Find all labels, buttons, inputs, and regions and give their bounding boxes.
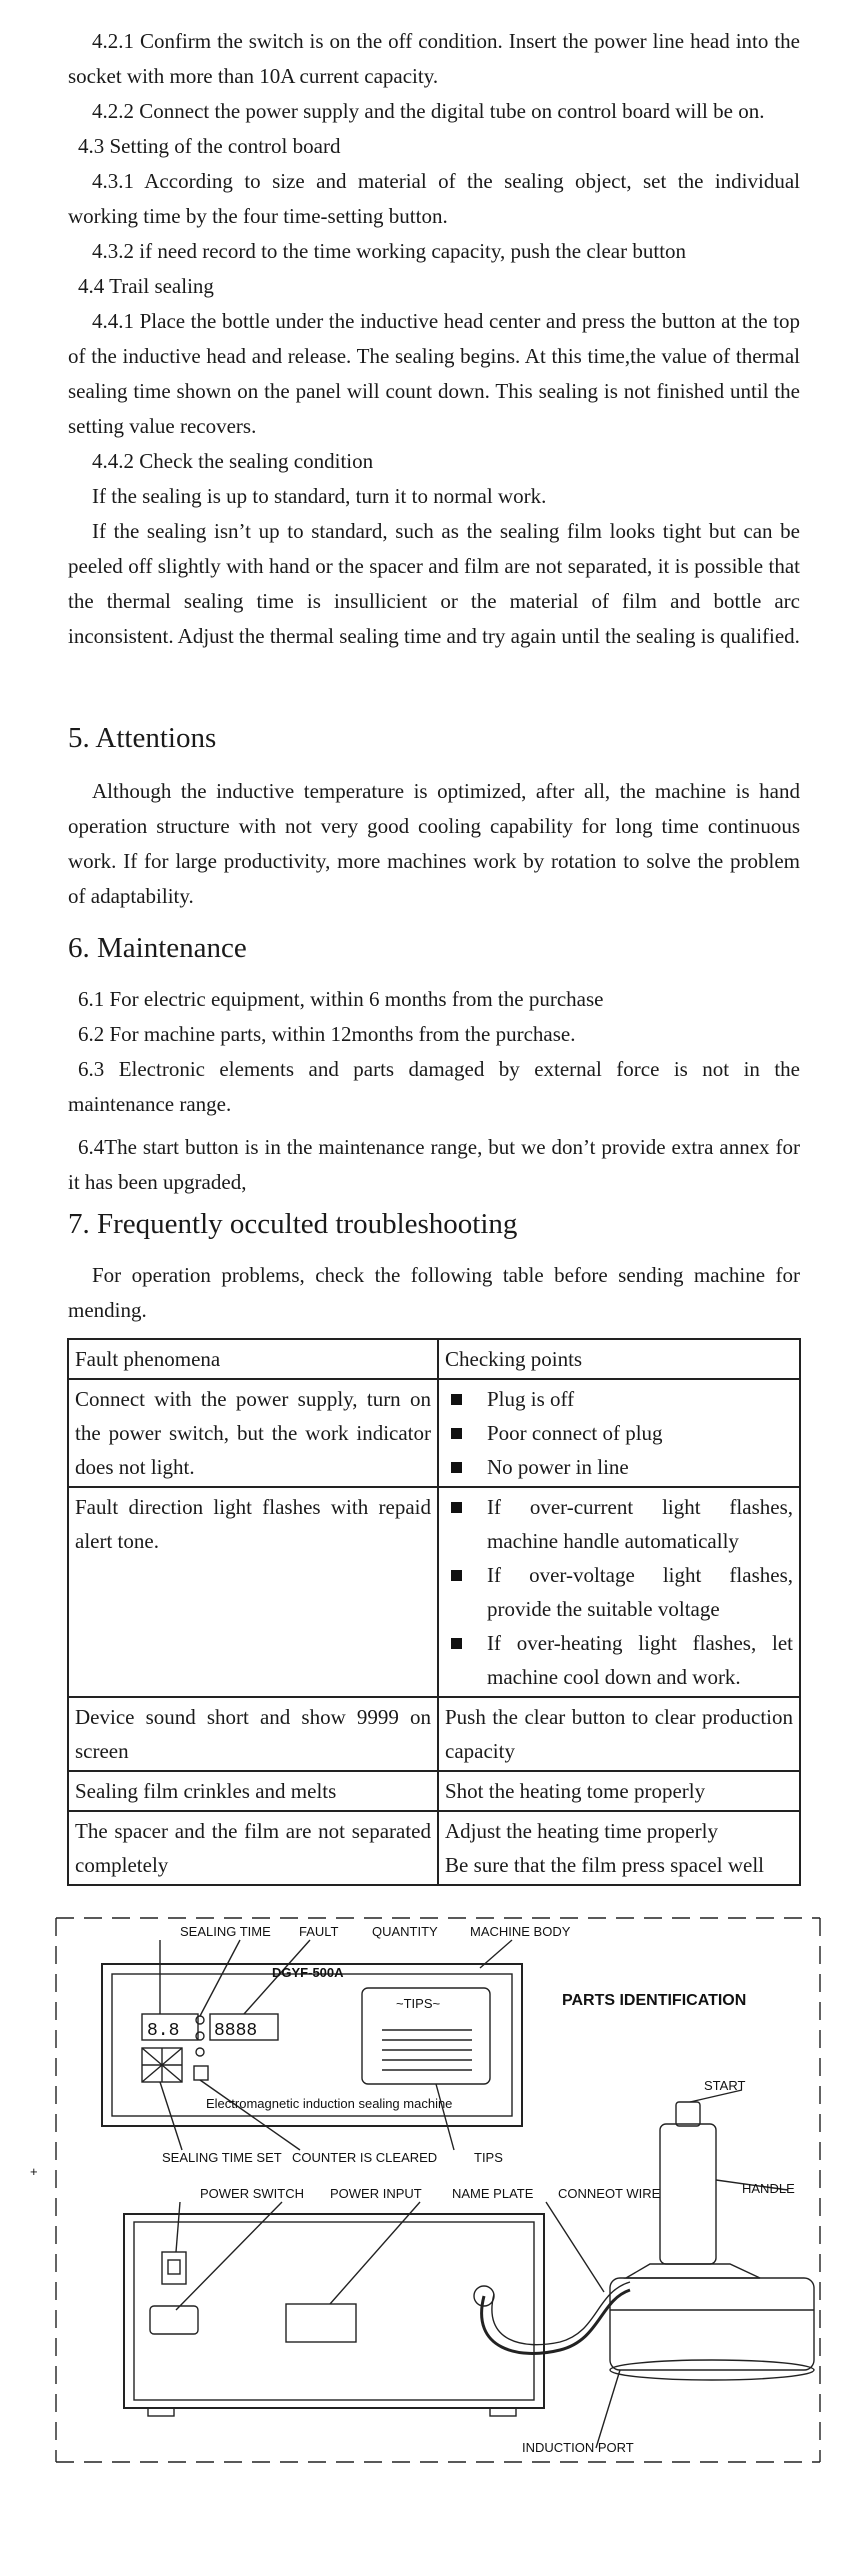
paragraph-attentions: Although the inductive temperature is optimized, after all, the machine is hand operation structure with not very good cooling capability for long time continuous work. If for large productivity, more machines work by rotation to solve the problem of adaptability. <box>68 779 800 908</box>
label-connect-wire: CONNEOT WIRE <box>558 2186 661 2201</box>
checking-point: If over-voltage light flashes, provide the suitable voltage <box>445 1558 793 1626</box>
header-checking-points: Checking points <box>438 1339 800 1379</box>
parts-identification-diagram <box>0 1880 850 2500</box>
troubleshooting-table <box>67 1338 801 1886</box>
maintenance-item-6-1: 6.1 For electric equipment, within 6 months from the purchase <box>78 987 604 1011</box>
time-display: 8.8 <box>147 2021 180 2041</box>
heading-4-3: 4.3 Setting of the control board <box>78 134 341 158</box>
checking-point: If over-heating light flashes, let machine cool down and work. <box>445 1626 793 1694</box>
section-7-intro <box>68 1258 800 1328</box>
checking-point: Plug is off <box>445 1382 793 1416</box>
label-quantity: QUANTITY <box>372 1924 438 1939</box>
table-row <box>68 1771 800 1811</box>
name-plate <box>286 2304 356 2342</box>
maintenance-item-6-3: 6.3 Electronic elements and parts damaged by external force is not in the maintenance range. <box>68 1057 800 1116</box>
section-5-text <box>68 774 800 914</box>
label-induction-port: INDUCTION PORT <box>522 2440 634 2455</box>
fault-cell: Fault direction light flashes with repaid alert tone. <box>68 1487 438 1697</box>
section-5-heading: 5. Attentions <box>68 722 217 754</box>
clear-button <box>194 2066 208 2080</box>
label-machine-body: MACHINE BODY <box>470 1924 571 1939</box>
table-row <box>68 1697 800 1771</box>
section-4-text <box>68 24 800 654</box>
label-sealing-time: SEALING TIME <box>180 1924 271 1939</box>
label-power-switch: POWER SWITCH <box>200 2186 304 2201</box>
start-button <box>676 2102 700 2126</box>
maintenance-item-6-2: 6.2 For machine parts, within 12months from the purchase. <box>78 1022 576 1046</box>
maintenance-item-6-4: 6.4The start button is in the maintenance range, but we don’t provide extra annex for it has been upgraded, <box>68 1135 800 1194</box>
checking-cell <box>438 1811 800 1885</box>
label-tips: TIPS <box>474 2150 503 2165</box>
page-margin-mark: + <box>30 2164 38 2179</box>
label-power-input: POWER INPUT <box>330 2186 422 2201</box>
front-panel-border <box>112 1974 512 2116</box>
table-row <box>68 1487 800 1697</box>
fault-cell: Sealing film crinkles and melts <box>68 1771 438 1811</box>
section-6-text <box>68 982 800 1200</box>
checking-point: Poor connect of plug <box>445 1416 793 1450</box>
paragraph-4-4-1: 4.4.1 Place the bottle under the inductive head center and press the button at the top of the inductive head and release. The sealing begins. At this time,the value of thermal sealing time shown on the panel will count down. This sealing is not finished until the setting value recovers. <box>68 309 800 438</box>
fault-cell: Connect with the power supply, turn on the power switch, but the work indicator does not light. <box>68 1379 438 1487</box>
counter-display: 8888 <box>214 2021 258 2041</box>
model-name: DGYF-500A <box>272 1965 344 1980</box>
label-name-plate: NAME PLATE <box>452 2186 534 2201</box>
header-fault-phenomena: Fault phenomena <box>68 1339 438 1379</box>
section-7-heading: 7. Frequently occulted troubleshooting <box>68 1208 518 1240</box>
table-row <box>68 1379 800 1487</box>
power-switch <box>162 2252 186 2284</box>
fault-cell: Device sound short and show 9999 on screen <box>68 1697 438 1771</box>
paragraph-not-up-to-standard: If the sealing isn’t up to standard, such as the sealing film looks tight but can be peeled off slightly with hand or the spacer and film are not separated, it is possible that the thermal sealing time is insullicient or the material of film and bottle arc inconsistent. Adjust the thermal sealing time and try again until the sealing is qualified. <box>68 519 800 648</box>
section-6-heading: 6. Maintenance <box>68 932 247 964</box>
handle <box>660 2124 716 2264</box>
paragraph-up-to-standard: If the sealing is up to standard, turn it to normal work. <box>92 484 547 508</box>
power-input-socket <box>150 2306 198 2334</box>
paragraph-4-3-1: 4.3.1 According to size and material of the sealing object, set the individual working time by the four time-setting button. <box>68 169 800 228</box>
diagram-title: PARTS IDENTIFICATION <box>562 1992 747 2009</box>
fault-cell: The spacer and the film are not separated completely <box>68 1811 438 1885</box>
machine-caption: Electromagnetic induction sealing machine <box>206 2096 453 2111</box>
connect-wire <box>482 2290 630 2353</box>
tips-panel-title: ~TIPS~ <box>396 1996 441 2011</box>
label-sealing-time-set: SEALING TIME SET <box>162 2150 282 2165</box>
checking-cell <box>438 1487 800 1697</box>
paragraph-4-2-1: 4.2.1 Confirm the switch is on the off condition. Insert the power line head into the socket with more than 10A current capacity. <box>68 29 800 88</box>
label-start: START <box>704 2078 746 2093</box>
checking-line: Be sure that the film press spacel well <box>445 1853 764 1877</box>
label-fault: FAULT <box>299 1924 339 1939</box>
paragraph-4-2-2: 4.2.2 Connect the power supply and the digital tube on control board will be on. <box>92 99 765 123</box>
heading-4-4: 4.4 Trail sealing <box>78 274 214 298</box>
induction-head <box>610 2278 814 2370</box>
label-handle: HANDLE <box>742 2181 795 2196</box>
label-counter-cleared: COUNTER IS CLEARED <box>292 2150 438 2165</box>
checking-point: No power in line <box>445 1450 793 1484</box>
table-header-row <box>68 1339 800 1379</box>
checking-cell: Push the clear button to clear production capacity <box>438 1697 800 1771</box>
checking-point: If over-current light flashes, machine handle automatically <box>445 1490 793 1558</box>
paragraph-4-3-2: 4.3.2 if need record to the time working capacity, push the clear button <box>92 239 687 263</box>
paragraph-4-4-2: 4.4.2 Check the sealing condition <box>92 449 374 473</box>
checking-cell: Shot the heating tome properly <box>438 1771 800 1811</box>
troubleshooting-intro: For operation problems, check the following table before sending machine for mending. <box>68 1263 800 1322</box>
head-collar <box>626 2264 760 2278</box>
table-row <box>68 1811 800 1885</box>
checking-line: Adjust the heating time properly <box>445 1819 718 1843</box>
checking-cell <box>438 1379 800 1487</box>
